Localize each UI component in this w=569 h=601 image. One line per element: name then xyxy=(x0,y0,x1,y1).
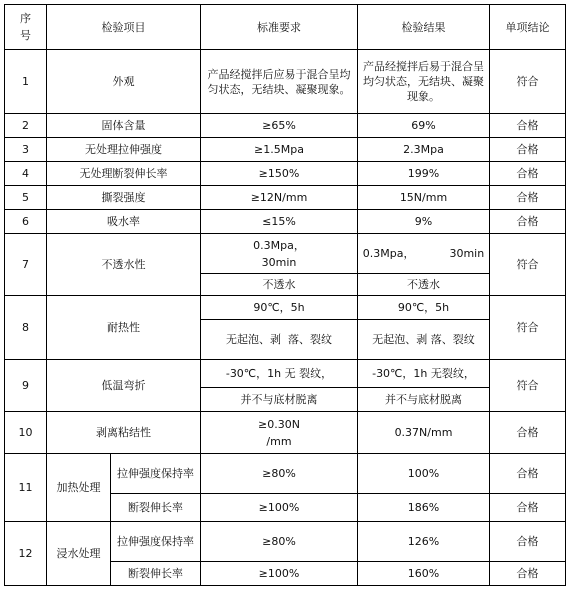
row-result: 15N/mm xyxy=(358,186,490,210)
row-group: 加热处理 xyxy=(47,454,111,522)
row-item: 外观 xyxy=(47,50,201,114)
row-standard: ≥80% xyxy=(201,454,358,494)
header-verdict: 单项结论 xyxy=(490,5,566,50)
row-result-outcome: 并不与底材脱离 xyxy=(358,388,490,412)
row-subitem: 拉伸强度保持率 xyxy=(111,454,201,494)
row-item: 无处理拉伸强度 xyxy=(47,138,201,162)
row-verdict: 合格 xyxy=(490,138,566,162)
row-result-condition: 0.3Mpa， 30min xyxy=(358,234,490,274)
row-verdict: 合格 xyxy=(490,454,566,494)
table-row xyxy=(5,360,566,388)
row-standard: ≥12N/mm xyxy=(201,186,358,210)
table-row xyxy=(5,210,566,234)
row-number: 9 xyxy=(5,360,47,412)
row-number: 3 xyxy=(5,138,47,162)
row-result: 160% xyxy=(358,562,490,586)
row-subitem: 断裂伸长率 xyxy=(111,562,201,586)
row-standard-condition: 90℃，5h xyxy=(201,296,358,320)
row-verdict: 合格 xyxy=(490,186,566,210)
row-item: 撕裂强度 xyxy=(47,186,201,210)
row-verdict: 合格 xyxy=(490,114,566,138)
row-item: 不透水性 xyxy=(47,234,201,296)
row-group: 浸水处理 xyxy=(47,522,111,586)
row-number: 2 xyxy=(5,114,47,138)
row-number: 11 xyxy=(5,454,47,522)
row-item: 低温弯折 xyxy=(47,360,201,412)
header-item: 检验项目 xyxy=(47,5,201,50)
table-row xyxy=(5,412,566,454)
row-verdict: 合格 xyxy=(490,494,566,522)
row-standard-condition: 0.3Mpa， 30min xyxy=(201,234,358,274)
table-row xyxy=(5,138,566,162)
row-verdict: 符合 xyxy=(490,234,566,296)
table-row xyxy=(5,522,566,562)
header-row xyxy=(5,5,566,50)
header-seq: 序 号 xyxy=(5,5,47,50)
row-verdict: 合格 xyxy=(490,522,566,562)
row-result-condition: -30℃，1h 无裂纹， xyxy=(358,360,490,388)
row-result-condition: 90℃，5h xyxy=(358,296,490,320)
inspection-table xyxy=(4,4,566,586)
row-result: 100% xyxy=(358,454,490,494)
row-verdict: 符合 xyxy=(490,360,566,412)
row-verdict: 合格 xyxy=(490,162,566,186)
row-item: 耐热性 xyxy=(47,296,201,360)
row-verdict: 合格 xyxy=(490,562,566,586)
row-number: 4 xyxy=(5,162,47,186)
header-result: 检验结果 xyxy=(358,5,490,50)
row-result-outcome: 无起泡、剥 落、裂纹 xyxy=(358,320,490,360)
row-standard: ≥100% xyxy=(201,494,358,522)
row-number: 10 xyxy=(5,412,47,454)
row-item: 固体含量 xyxy=(47,114,201,138)
row-number: 7 xyxy=(5,234,47,296)
row-standard-requirement: 不透水 xyxy=(201,274,358,296)
row-item: 吸水率 xyxy=(47,210,201,234)
row-result: 69% xyxy=(358,114,490,138)
table-row xyxy=(5,296,566,320)
row-result: 186% xyxy=(358,494,490,522)
row-verdict: 合格 xyxy=(490,210,566,234)
table-row xyxy=(5,234,566,274)
table-row xyxy=(5,114,566,138)
row-verdict: 合格 xyxy=(490,412,566,454)
row-number: 5 xyxy=(5,186,47,210)
row-standard-requirement: 无起泡、剥 落、裂纹 xyxy=(201,320,358,360)
row-item: 剥离粘结性 xyxy=(47,412,201,454)
row-number: 1 xyxy=(5,50,47,114)
row-number: 6 xyxy=(5,210,47,234)
row-subitem: 拉伸强度保持率 xyxy=(111,522,201,562)
row-standard: ≥65% xyxy=(201,114,358,138)
row-result: 产品经搅拌后易于混合呈均匀状态，无结块、凝聚现象。 xyxy=(358,50,490,114)
row-standard-condition: -30℃，1h 无 裂纹， xyxy=(201,360,358,388)
row-standard: ≥150% xyxy=(201,162,358,186)
row-standard-requirement: 并不与底材脱离 xyxy=(201,388,358,412)
row-standard: 产品经搅拌后应易于混合呈均匀状态，无结块、凝聚现象。 xyxy=(201,50,358,114)
table-row xyxy=(5,454,566,494)
row-subitem: 断裂伸长率 xyxy=(111,494,201,522)
row-standard: ≥0.30N /mm xyxy=(201,412,358,454)
row-result: 0.37N/mm xyxy=(358,412,490,454)
row-number: 8 xyxy=(5,296,47,360)
table-row xyxy=(5,50,566,114)
row-standard: ≤15% xyxy=(201,210,358,234)
row-verdict: 符合 xyxy=(490,50,566,114)
row-item: 无处理断裂伸长率 xyxy=(47,162,201,186)
row-standard: ≥80% xyxy=(201,522,358,562)
row-result: 9% xyxy=(358,210,490,234)
row-verdict: 符合 xyxy=(490,296,566,360)
row-result: 2.3Mpa xyxy=(358,138,490,162)
row-result-outcome: 不透水 xyxy=(358,274,490,296)
table-row xyxy=(5,186,566,210)
row-standard: ≥1.5Mpa xyxy=(201,138,358,162)
row-result: 126% xyxy=(358,522,490,562)
table-row xyxy=(5,162,566,186)
header-standard: 标准要求 xyxy=(201,5,358,50)
row-standard: ≥100% xyxy=(201,562,358,586)
row-result: 199% xyxy=(358,162,490,186)
row-number: 12 xyxy=(5,522,47,586)
